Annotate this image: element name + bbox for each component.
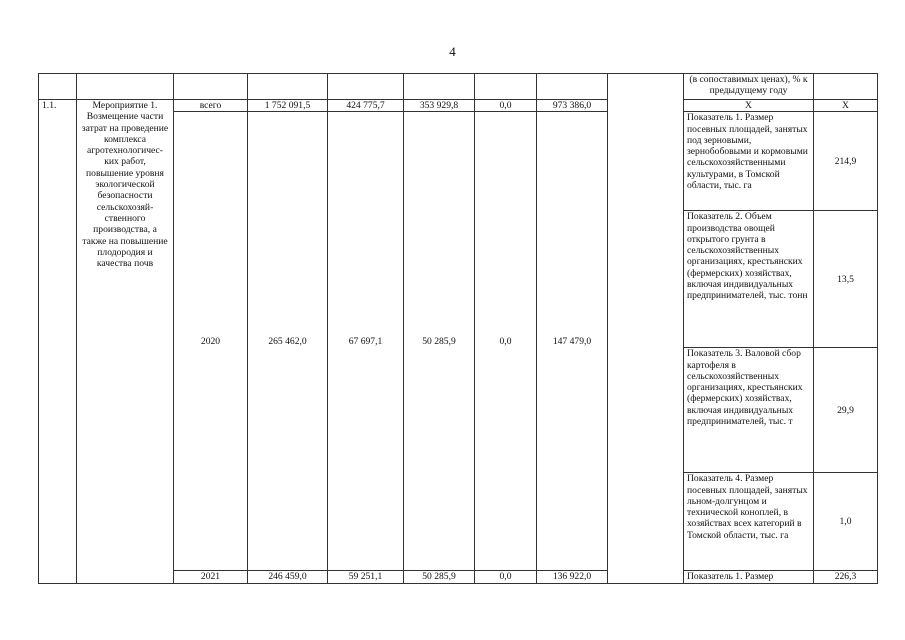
table-row (39, 100, 878, 112)
total-v3: 353 929,8 (404, 100, 475, 112)
y2020-v5: 147 479,0 (537, 112, 608, 571)
total-v5: 973 386,0 (537, 100, 608, 112)
indicator-1-text: Показатель 1. Размер посевных площадей, занятых под зерновыми, зернобобовыми и кормовыми сельскохозяйственными культурами, в Томской области, тыс. га (684, 112, 814, 211)
y2021-v5: 136 922,0 (537, 571, 608, 583)
measure-name: Мероприятие 1. Возмещение части затрат на проведение комплекса агротехнологичес-ких работ, повышение уровня экологической безопасности сельскохозяй-ственного производства, а также на повышение плодородия и качества почв (77, 100, 174, 584)
y2020-v1: 265 462,0 (248, 112, 328, 571)
period-total: всего (174, 100, 248, 112)
total-v1: 1 752 091,5 (248, 100, 328, 112)
indicator-3-text: Показатель 3. Валовой сбор картофеля в сельскохозяйственных организациях, крестьянских (фермерских) хозяйствах, включая индивидуальных предпринимателей, тыс. т (684, 348, 814, 473)
indicator-2021-text: Показатель 1. Размер (684, 571, 814, 583)
indicator-1-value: 214,9 (814, 112, 878, 211)
program-table (38, 73, 878, 584)
indicator-3-value: 29,9 (814, 348, 878, 473)
y2021-v1: 246 459,0 (248, 571, 328, 583)
y2021-v3: 50 285,9 (404, 571, 475, 583)
value-x: Х (814, 100, 878, 112)
indicator-2-text: Показатель 2. Объем производства овощей открытого грунта в сельскохозяйственных организациях, крестьянских (фермерских) хозяйствах, включая индивидуальных предпринимателей, тыс. тонн (684, 211, 814, 348)
y2020-v3: 50 285,9 (404, 112, 475, 571)
indicator-x: Х (684, 100, 814, 112)
indicator-4-value: 1,0 (814, 473, 878, 571)
y2020-v2: 67 697,1 (328, 112, 404, 571)
year-2021: 2021 (174, 571, 248, 583)
y2021-v4: 0,0 (475, 571, 537, 583)
indicator-2-value: 13,5 (814, 211, 878, 348)
header-note: (в сопоставимых ценах), % к предыдущему году (684, 74, 814, 100)
y2020-v4: 0,0 (475, 112, 537, 571)
year-2020: 2020 (174, 112, 248, 571)
y2021-v2: 59 251,1 (328, 571, 404, 583)
total-v2: 424 775,7 (328, 100, 404, 112)
page-number: 4 (449, 44, 456, 59)
row-number: 1.1. (39, 100, 77, 584)
indicator-4-text: Показатель 4. Размер посевных площадей, занятых льном-долгунцом и технической коноплей, в хозяйствах всех категорий в Томской области, тыс. га (684, 473, 814, 571)
indicator-2021-value: 226,3 (814, 571, 878, 583)
total-v4: 0,0 (475, 100, 537, 112)
header-continuation-row (39, 74, 878, 100)
